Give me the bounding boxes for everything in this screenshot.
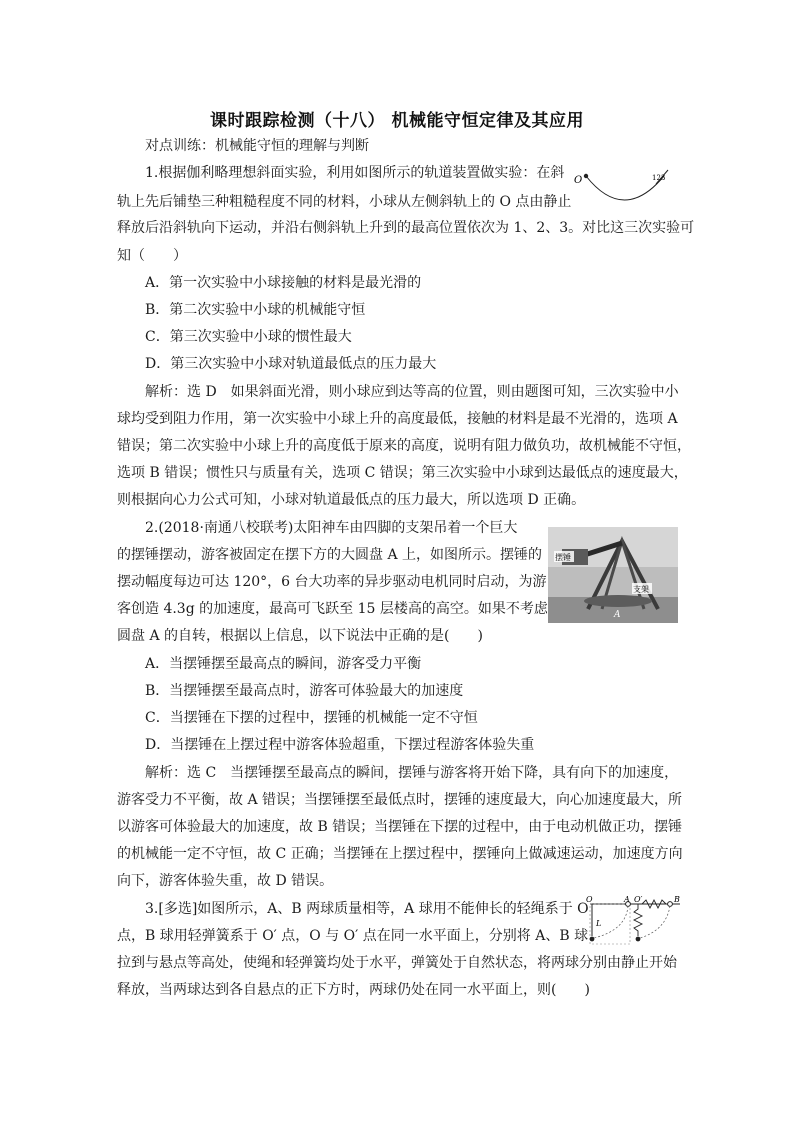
arc-b: [640, 906, 670, 938]
point-b-label: B: [674, 896, 680, 904]
q2-analysis-line: 解析：选 C 当摆锤摆至最高点的瞬间，摆锤与游客将开始下降，具有向下的加速度，: [145, 765, 679, 781]
q1-option-b: B．第二次实验中小球的机械能守恒: [145, 302, 366, 318]
q2-analysis-line: 向下，游客体验失重，故 D 错误。: [117, 873, 334, 889]
q2-stem-line: 客创造 4.3g 的加速度，最高可飞跃至 15 层楼高的高空。如果不考虑: [117, 601, 548, 617]
q2-stem-line: 圆盘 A 的自转，根据以上信息，以下说法中正确的是( ): [117, 628, 483, 644]
section-heading: 对点训练：机械能守恒的理解与判断: [145, 138, 369, 154]
q1-analysis-line: 球均受到阻力作用，第一次实验中小球上升的高度最低，接触的材料是最不光滑的，选项 A: [117, 411, 678, 427]
ball-a-bottom: [590, 937, 595, 942]
q2-option-d: D．当摆锤在上摆过程中游客体验超重，下摆过程游客体验失重: [145, 737, 535, 753]
q3-stem-line: 点，B 球用轻弹簧系于 O′ 点，O 与 O′ 点在同一水平面上，分别将 A、B 球: [117, 928, 589, 944]
ball: [584, 174, 588, 178]
page-title: 课时跟踪检测（十八） 机械能守恒定律及其应用: [210, 111, 584, 131]
disc: [584, 595, 652, 607]
q2-analysis-line: 的机械能一定不守恒，故 C 正确；当摆锤在上摆过程中，摆锤向上做减速运动，加速度方向: [117, 846, 683, 862]
q1-option-a: A．第一次实验中小球接触的材料是最光滑的: [145, 275, 422, 291]
point-a-label: A: [624, 896, 630, 904]
spring-vertical: [634, 904, 642, 936]
q1-option-d: D．第三次实验中小球对轨道最低点的压力最大: [145, 356, 437, 372]
origin-label: O: [574, 175, 583, 186]
q1-stem-line: 轨上先后铺垫三种粗糙程度不同的材料，小球从左侧斜轨上的 O 点由静止: [117, 194, 572, 210]
q1-stem-line: 1.根据伽利略理想斜面实验，利用如图所示的轨道装置做实验：在斜: [145, 165, 565, 181]
q2-analysis-line: 以游客可体验最大的加速度，故 B 错误；当摆锤在下摆的过程中，由于电动机做正功，摆锤: [117, 819, 683, 835]
q2-analysis-line: 游客受力不平衡，故 A 错误；当摆锤摆至最低点时，摆锤的速度最大，向心加速度最大，所: [117, 792, 683, 808]
q2-stem-line: 2.(2018·南通八校联考)太阳神车由四脚的支架吊着一个巨大: [145, 520, 518, 536]
q3-stem-line: 拉到与悬点等高处，使绳和轻弹簧均处于水平，弹簧处于自然状态，将两球分别由静止开始: [117, 955, 677, 971]
q2-option-b: B．当摆锤摆至最高点时，游客可体验最大的加速度: [145, 683, 464, 699]
q1-option-c: C．第三次实验中小球的惯性最大: [145, 329, 352, 345]
q1-stem-line: 知（ ）: [117, 248, 187, 264]
frame-label: 支架: [633, 585, 649, 594]
q1-analysis-line: 错误；第二次实验中小球上升的高度低于原来的高度，说明有阻力做负功，故机械能不守恒，: [117, 438, 691, 454]
ball-b-bottom: [636, 937, 641, 942]
q1-track-figure: [572, 164, 678, 210]
disc-label: A: [614, 610, 621, 620]
length-l-label: L: [596, 919, 602, 928]
q3-pendulum-figure: [586, 896, 684, 948]
point-o-label: O: [586, 896, 593, 904]
hammer-label: 摆锤: [555, 553, 571, 562]
q2-option-a: A．当摆锤摆至最高点的瞬间，游客受力平衡: [145, 656, 422, 672]
height-marks-label: 123: [652, 174, 666, 182]
point-o-prime-label: O′: [634, 896, 643, 904]
q1-stem-line: 释放后沿斜轨向下运动，并沿右侧斜轨上升到的最高位置依次为 1、2、3。对比这三次实验可: [117, 220, 695, 236]
q2-stem-line: 摆动幅度每边可达 120°，6 台大功率的异步驱动电机同时启动，为游: [117, 574, 547, 590]
q3-stem-line: 3.[多选]如图所示，A、B 两球质量相等，A 球用不能伸长的轻绳系于 O: [145, 901, 589, 917]
ball-b-top: [668, 902, 673, 907]
q3-stem-line: 释放，当两球达到各自悬点的正下方时，两球仍处在同一水平面上，则( ): [117, 982, 590, 998]
q1-analysis-line: 解析：选 D 如果斜面光滑，则小球应到达等高的位置，则由题图可知，三次实验中小: [145, 384, 679, 400]
q1-analysis-line: 则根据向心力公式可知，小球对轨道最低点的压力最大，所以选项 D 正确。: [117, 492, 586, 508]
q1-analysis-line: 选项 B 错误；惯性只与质量有关，选项 C 错误；第三次实验中小球到达最低点的速度最大，: [117, 465, 688, 481]
q2-stem-line: 的摆锤摆动，游客被固定在摆下方的大圆盘 A 上，如图所示。摆锤的: [117, 547, 543, 563]
q2-option-c: C．当摆锤在下摆的过程中，摆锤的机械能一定不守恒: [145, 710, 478, 726]
q2-ride-photo: [548, 527, 678, 623]
